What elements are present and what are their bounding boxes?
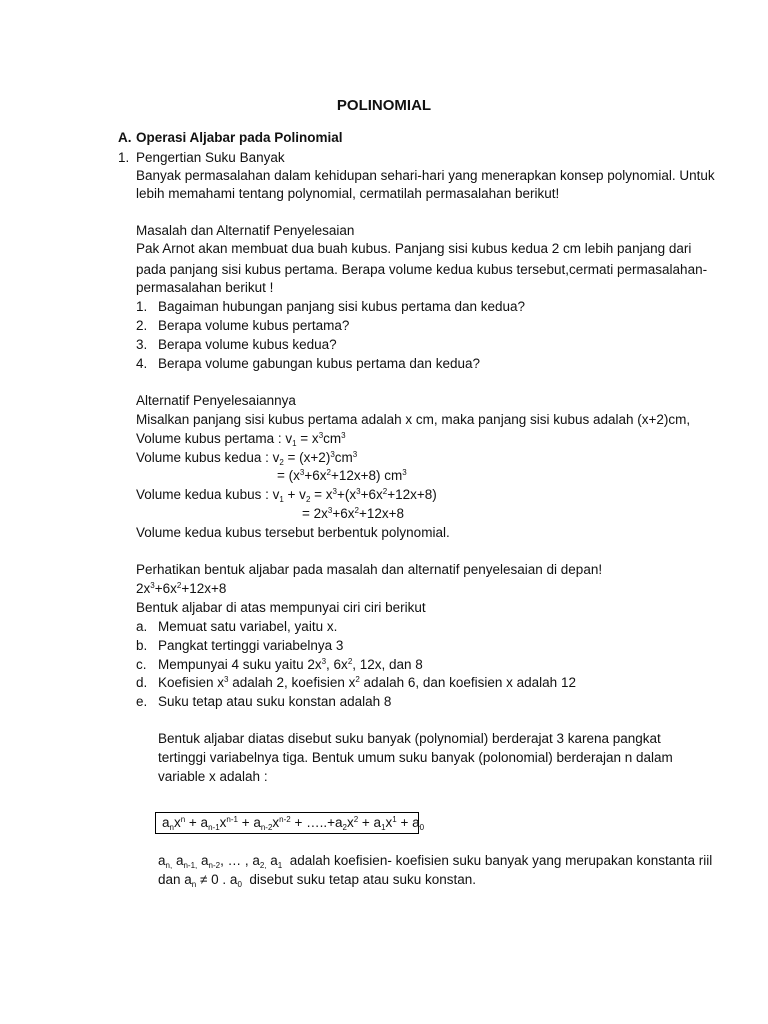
- definition-line: tertinggi variabelnya tiga. Bentuk umum suku banyak (polonomial) berderajan n dalam: [158, 750, 673, 765]
- volume-first-line: Volume kubus pertama : $v_1 = x^3cm^3$: [136, 431, 346, 448]
- trait-marker: c.: [136, 657, 147, 672]
- volume-total-label: Volume kedua kubus : v: [136, 487, 280, 502]
- trait-marker: d.: [136, 675, 148, 690]
- closing-line: dan $a_n \ne 0$ . $a_0$ disebut suku tetap atau suku konstan.: [158, 872, 477, 889]
- definition-line: Bentuk aljabar diatas disebut suku banyak (polynomial) berderajat 3 karena pangkat: [158, 731, 661, 746]
- question-text: Berapa volume kubus kedua?: [158, 337, 337, 352]
- section-a-heading: Operasi Aljabar pada Polinomial: [136, 130, 343, 145]
- trait-marker: e.: [136, 694, 148, 709]
- question-marker: 2.: [136, 318, 148, 333]
- problem-line: Pak Arnot akan membuat dua buah kubus. Panjang sisi kubus kedua 2 cm lebih panjang dari: [136, 241, 692, 256]
- trait-marker: a.: [136, 619, 148, 634]
- solution-line: Misalkan panjang sisi kubus pertama adalah x cm, maka panjang sisi kubus adalah (x+2)cm,: [136, 412, 691, 427]
- trait-text: Memuat satu variabel, yaitu x.: [158, 619, 338, 634]
- volume-second-line: Volume kubus kedua : $v_2 = (x+2)^3cm^3$: [136, 450, 358, 467]
- closing-line-tail: disebut suku tetap atau suku konstan.: [249, 872, 477, 887]
- observe-intro: Bentuk aljabar di atas mempunyai ciri ciri berikut: [136, 600, 426, 615]
- closing-line: $a_{n,}$ $a_{n-1,}$ $a_{n-2}$, … , $a_{2,}$ $a_1$ adalah koefisien- koefisien suku banyak yang merupakan konstanta riil: [158, 853, 713, 870]
- question-marker: 3.: [136, 337, 148, 352]
- volume-first-label: Volume kubus pertama : v: [136, 431, 293, 446]
- problem-line: permasalahan berikut !: [136, 280, 274, 295]
- question-text: Berapa volume kubus pertama?: [158, 318, 350, 333]
- intro-line: Banyak permasalahan dalam kehidupan sehari-hari yang menerapkan konsep polynomial. Untuk: [136, 168, 715, 183]
- sub-1-heading: Pengertian Suku Banyak: [136, 150, 285, 165]
- solution-conclusion: Volume kedua kubus tersebut berbentuk polynomial.: [136, 525, 450, 540]
- question-marker: 4.: [136, 356, 148, 371]
- general-form-formula: $a_nx^n + a_{n-1}x^{n-1} + a_{n-2}x^{n-2}$ + $\dots..+a_2x^2 + a_1x^1 + a_0$: [162, 815, 425, 832]
- sub-1-marker: 1.: [118, 150, 130, 165]
- problem-heading: Masalah dan Alternatif Penyelesaian: [136, 223, 355, 238]
- page-title: POLINOMIAL: [336, 97, 432, 114]
- problem-line: pada panjang sisi kubus pertama. Berapa volume kedua kubus tersebut,cermati permasalahan-: [136, 262, 708, 277]
- observe-line: Perhatikan bentuk aljabar pada masalah dan alternatif penyelesaian di depan!: [136, 562, 603, 577]
- trait-text: Pangkat tertinggi variabelnya 3: [158, 638, 344, 653]
- solution-heading: Alternatif Penyelesaiannya: [136, 393, 296, 408]
- trait-text: Suku tetap atau suku konstan adalah 8: [158, 694, 392, 709]
- volume-total-line: Volume kedua kubus : $v_1 + v_2 = x^3+(x^3+6x^2+12x+8)$: [136, 487, 437, 504]
- definition-line: variable x adalah :: [158, 769, 268, 784]
- question-text: Berapa volume gabungan kubus pertama dan kedua?: [158, 356, 480, 371]
- question-marker: 1.: [136, 299, 148, 314]
- section-a-marker: A.: [118, 130, 132, 145]
- general-form-box: [155, 812, 425, 834]
- volume-second-label: Volume kubus kedua : v: [136, 450, 280, 465]
- trait-marker: b.: [136, 638, 148, 653]
- trait-text: Mempunyai 4 suku yaitu $2x^3$, $6x^2$, 12x, dan 8: [158, 657, 423, 672]
- trait-text: Koefisien $x^3$ adalah 2, koefisien $x^2$ adalah 6, dan koefisien x adalah 12: [158, 675, 576, 690]
- question-text: Bagaiman hubungan panjang sisi kubus pertama dan kedua?: [158, 299, 526, 314]
- intro-line: lebih memahami tentang polynomial, cermatilah permasalahan berikut!: [136, 186, 560, 201]
- volume-second-expansion: = $(x^3+6x^2+12x+8)$ $cm^3$: [277, 468, 407, 483]
- volume-total-result: = $2x^3+6x^2+12x+8$: [302, 506, 405, 521]
- closing-line-tail: adalah koefisien- koefisien suku banyak yang merupakan konstanta riil: [289, 853, 713, 868]
- polynomial-expression: $2x^3+6x^2+12x+8$: [136, 581, 227, 596]
